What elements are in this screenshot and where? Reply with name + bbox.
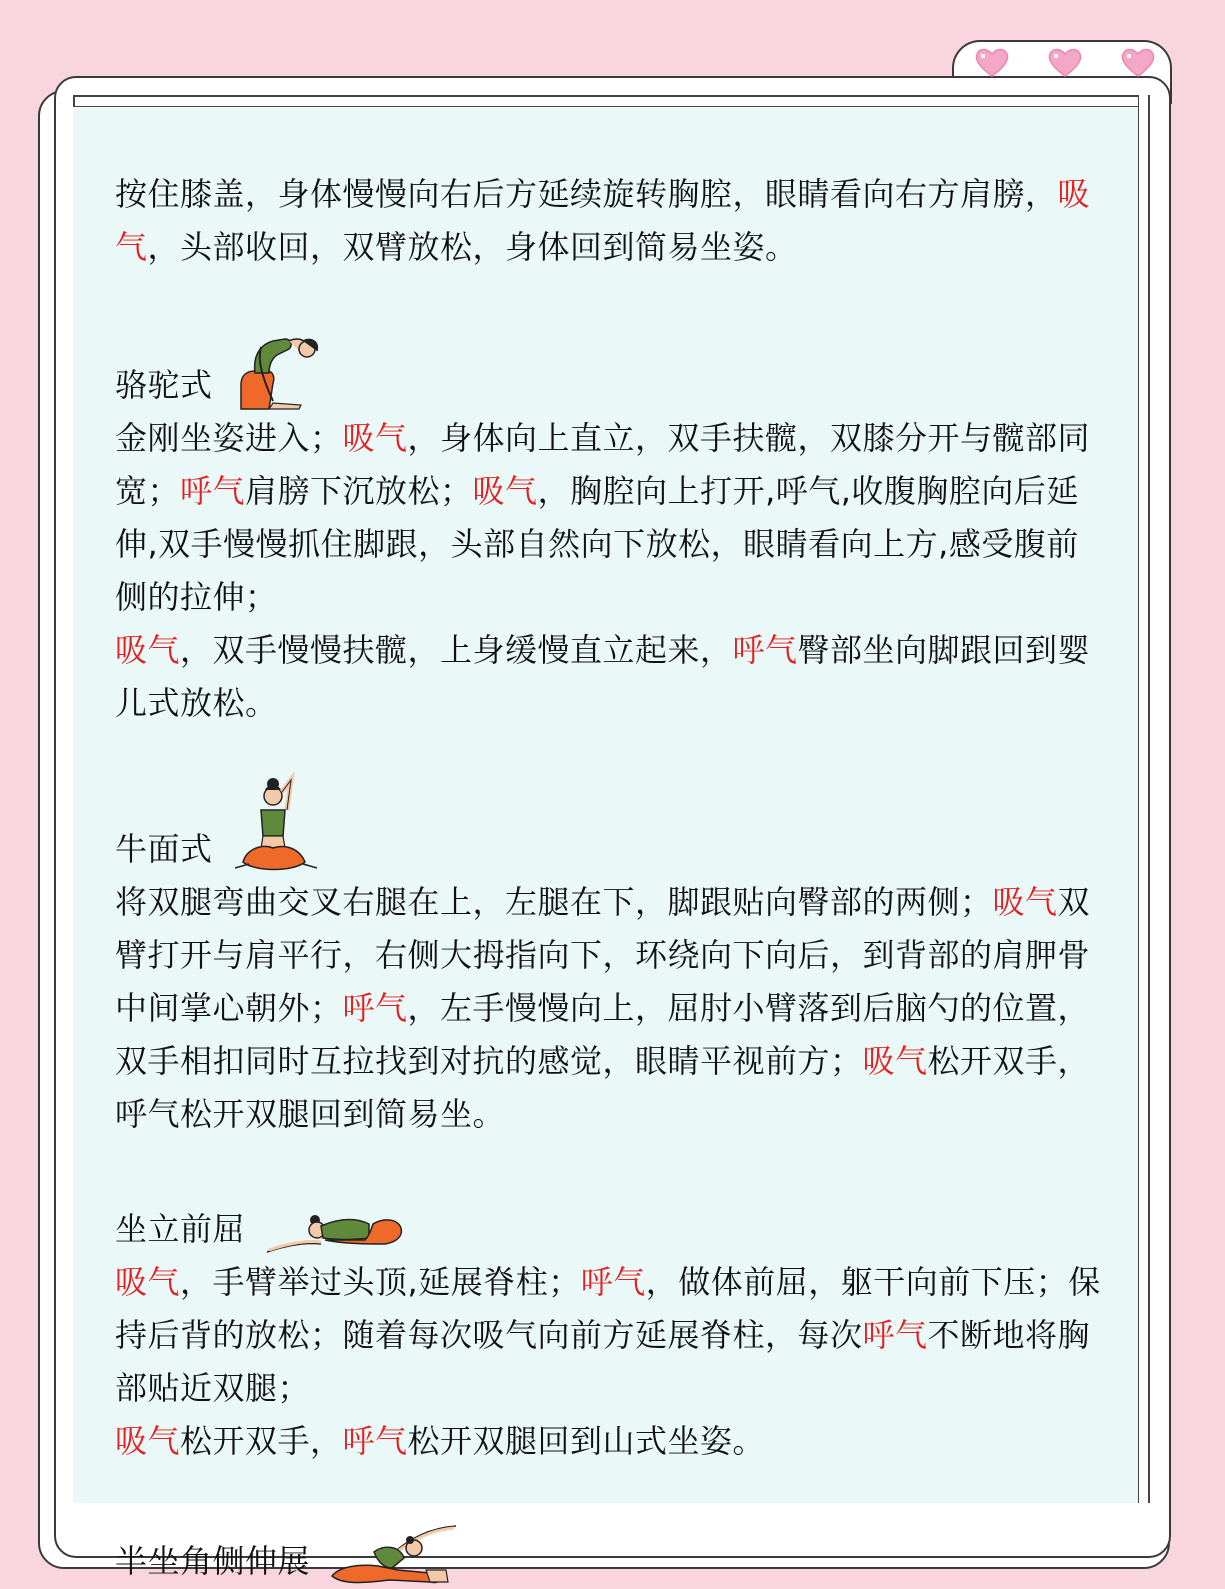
section-heading-camel: [115, 327, 1105, 412]
exhale-highlight: 呼气: [732, 631, 798, 669]
exhale-highlight: 呼气: [342, 1422, 408, 1460]
section-title: 牛面式: [115, 830, 213, 868]
exhale-highlight: 呼气: [862, 1316, 928, 1354]
paragraph: 将双腿弯曲交叉右腿在上，左腿在下，脚跟贴向臀部的两侧；吸气双臂打开与肩平行，右侧大拇指向下，环绕向下向后，到背部的肩胛骨中间掌心朝外；呼气，左手慢慢向上，屈肘小臂落到后脑勺的位置，双手相扣同时互拉找到对抗的感觉，眼睛平视前方；吸气松开双手，呼气松开双腿回到简易坐。: [115, 883, 1091, 1133]
section-heading-cowface: [115, 770, 1105, 876]
section-heading-forward: [115, 1203, 1105, 1256]
inhale-highlight: 吸气: [115, 175, 1091, 266]
hearts-row: [970, 44, 1160, 80]
exhale-highlight: 呼气: [580, 1263, 646, 1301]
window-top-bar: [73, 95, 1148, 107]
inhale-highlight: 吸气: [992, 883, 1058, 921]
inhale-highlight: 吸气: [115, 1422, 181, 1460]
section-title: 骆驼式: [115, 366, 213, 404]
section-heading-half-angle: [115, 1524, 1105, 1588]
exhale-highlight: 呼气: [342, 989, 408, 1027]
paragraph: 吸气松开双手，呼气松开双腿回到山式坐姿。: [115, 1422, 766, 1460]
heart-icon: [974, 46, 1010, 78]
heart-icon: [1120, 46, 1156, 78]
window-scrollbar: [1138, 95, 1150, 1503]
camel-pose-figure: [233, 327, 323, 412]
cow-face-pose-figure: [233, 770, 323, 876]
heart-icon: [1047, 46, 1083, 78]
paragraph: 吸气，双手慢慢扶髋，上身缓慢直立起来，呼气臀部坐向脚跟回到婴儿式放松。: [115, 631, 1091, 722]
article-content: [115, 168, 1105, 1588]
forward-bend-pose-figure: [265, 1210, 405, 1256]
section-title: 半坐角侧伸展: [115, 1542, 311, 1580]
exhale-highlight: 呼气: [180, 472, 246, 510]
inhale-highlight: 吸气: [115, 631, 181, 669]
inhale-highlight: 吸气: [862, 1042, 928, 1080]
paragraph: 按住膝盖，身体慢慢向右后方延续旋转胸腔，眼睛看向右方肩膀，吸气，头部收回，双臂放松，身体回到简易坐姿。: [115, 175, 1091, 266]
inhale-highlight: 吸气: [342, 419, 408, 457]
section-title: 坐立前屈: [115, 1210, 246, 1248]
inhale-highlight: 吸气: [472, 472, 538, 510]
paragraph: 吸气，手臂举过头顶,延展脊柱；呼气，做体前屈，躯干向前下压；保持后背的放松；随着每次吸气向前方延展脊柱，每次呼气不断地将胸部贴近双腿；: [115, 1263, 1101, 1407]
paragraph: 金刚坐姿进入；吸气，身体向上直立，双手扶髋，双膝分开与髋部同宽；呼气肩膀下沉放松；吸气，胸腔向上打开,呼气,收腹胸腔向后延伸,双手慢慢抓住脚跟，头部自然向下放松，眼睛看向上方,感受腹前侧的拉伸；: [115, 419, 1091, 616]
half-angle-side-stretch-figure: [330, 1524, 460, 1588]
inhale-highlight: 吸气: [115, 1263, 181, 1301]
